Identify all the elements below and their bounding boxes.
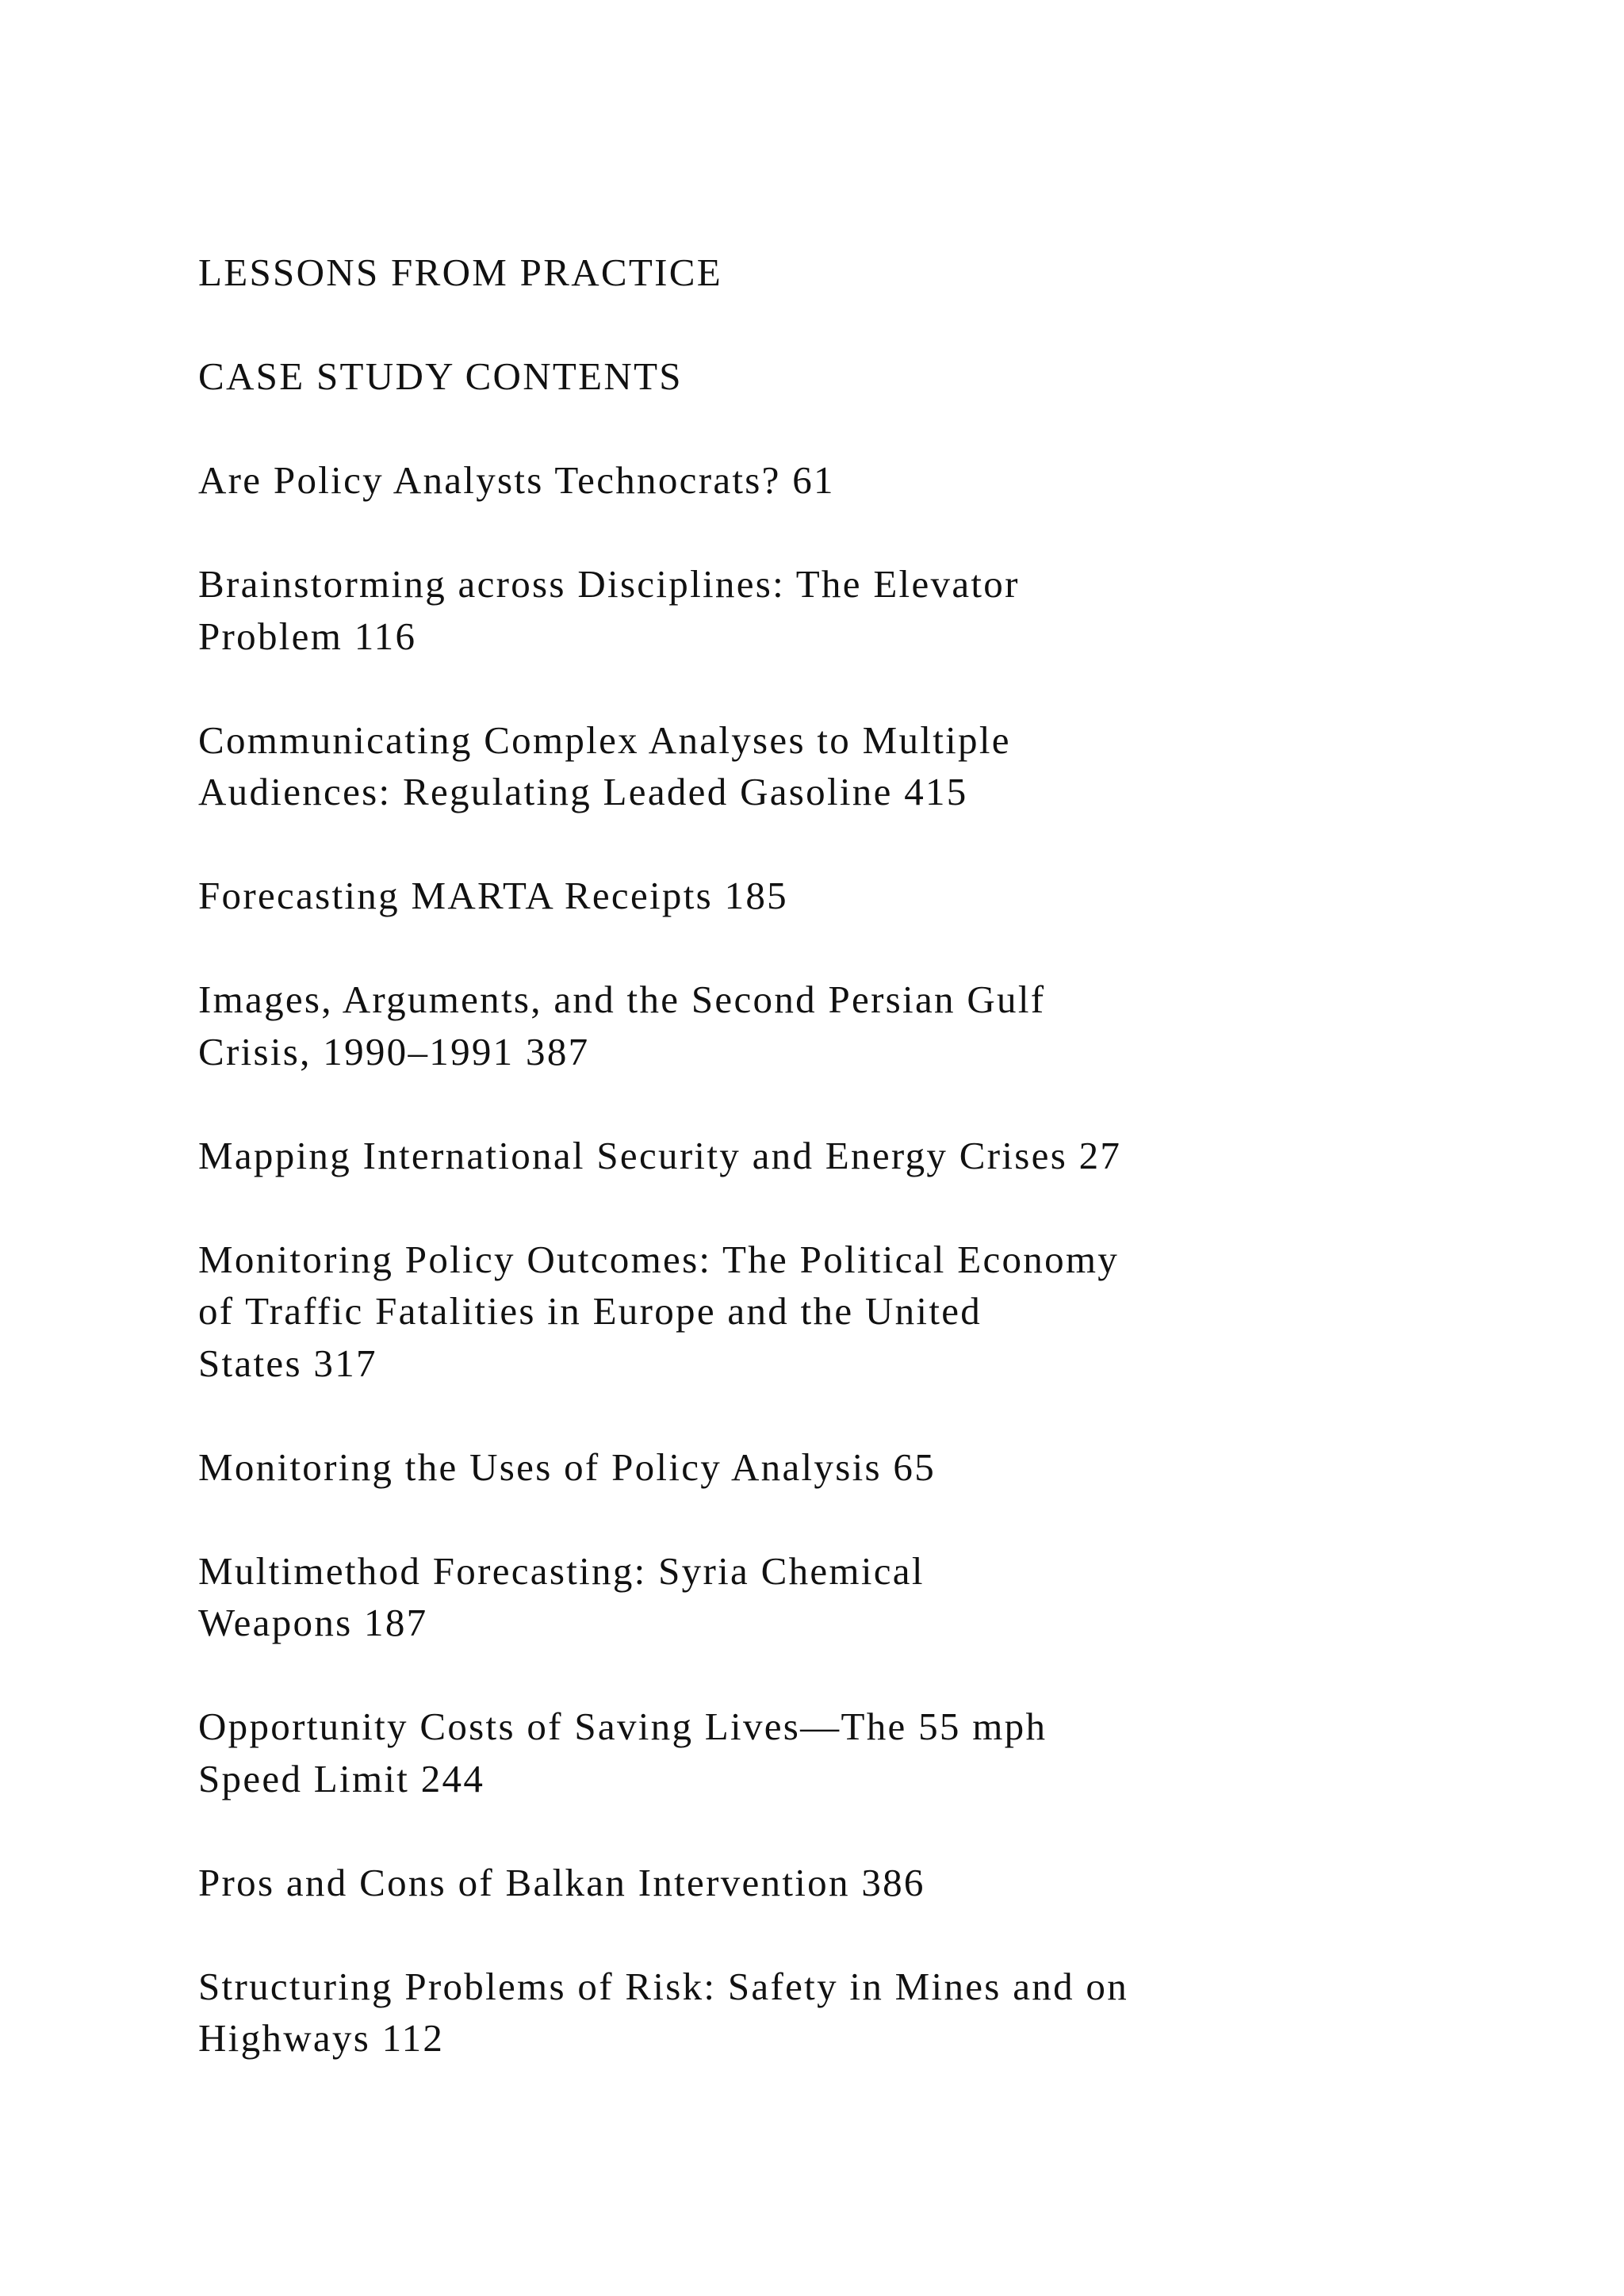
- entry-line: Pros and Cons of Balkan Intervention 386: [198, 1860, 925, 1904]
- entry-line: Highways 112: [198, 2016, 445, 2060]
- case-study-entry: [198, 454, 1467, 507]
- case-study-entry: [198, 1441, 1467, 1494]
- case-study-entry: [198, 1130, 1467, 1182]
- case-study-entry: [198, 870, 1467, 922]
- entry-line: of Traffic Fatalities in Europe and the United: [198, 1289, 982, 1333]
- entry-line: Speed Limit 244: [198, 1756, 485, 1800]
- entry-line: Brainstorming across Disciplines: The Elevator: [198, 562, 1020, 606]
- entry-line: Communicating Complex Analyses to Multiple: [198, 718, 1011, 762]
- case-study-entry: [198, 1961, 1467, 2064]
- entry-line: Monitoring Policy Outcomes: The Political Economy: [198, 1237, 1120, 1281]
- entry-line: Mapping International Security and Energy Crises 27: [198, 1133, 1122, 1177]
- entry-line: Forecasting MARTA Receipts 185: [198, 874, 788, 917]
- entry-line: Problem 116: [198, 614, 417, 658]
- case-study-entry: [198, 558, 1467, 662]
- section-heading-text: LESSONS FROM PRACTICE: [198, 251, 722, 294]
- entry-line: Weapons 187: [198, 1601, 428, 1644]
- entry-line: Crisis, 1990–1991 387: [198, 1029, 590, 1073]
- entry-line: Opportunity Costs of Saving Lives—The 55 mph: [198, 1705, 1048, 1748]
- contents-list: [198, 247, 1467, 2116]
- entry-line: Are Policy Analysts Technocrats? 61: [198, 458, 835, 502]
- entry-line: Multimethod Forecasting: Syria Chemical: [198, 1548, 925, 1593]
- case-study-entry: [198, 1857, 1467, 1909]
- entry-line: Monitoring the Uses of Policy Analysis 65: [198, 1445, 936, 1489]
- section-heading: [198, 247, 1467, 299]
- case-study-entry: [198, 1234, 1467, 1390]
- entry-line: Structuring Problems of Risk: Safety in Mines and on: [198, 1964, 1129, 2008]
- contents-title: [198, 350, 1467, 403]
- contents-title-text: CASE STUDY CONTENTS: [198, 354, 683, 398]
- entry-line: Images, Arguments, and the Second Persian Gulf: [198, 978, 1046, 1021]
- case-study-entry: [198, 1701, 1467, 1804]
- case-study-entry: [198, 1545, 1467, 1649]
- entry-line: States 317: [198, 1341, 377, 1385]
- case-study-entry: [198, 714, 1467, 818]
- case-study-entry: [198, 974, 1467, 1077]
- entry-line: Audiences: Regulating Leaded Gasoline 415: [198, 770, 968, 813]
